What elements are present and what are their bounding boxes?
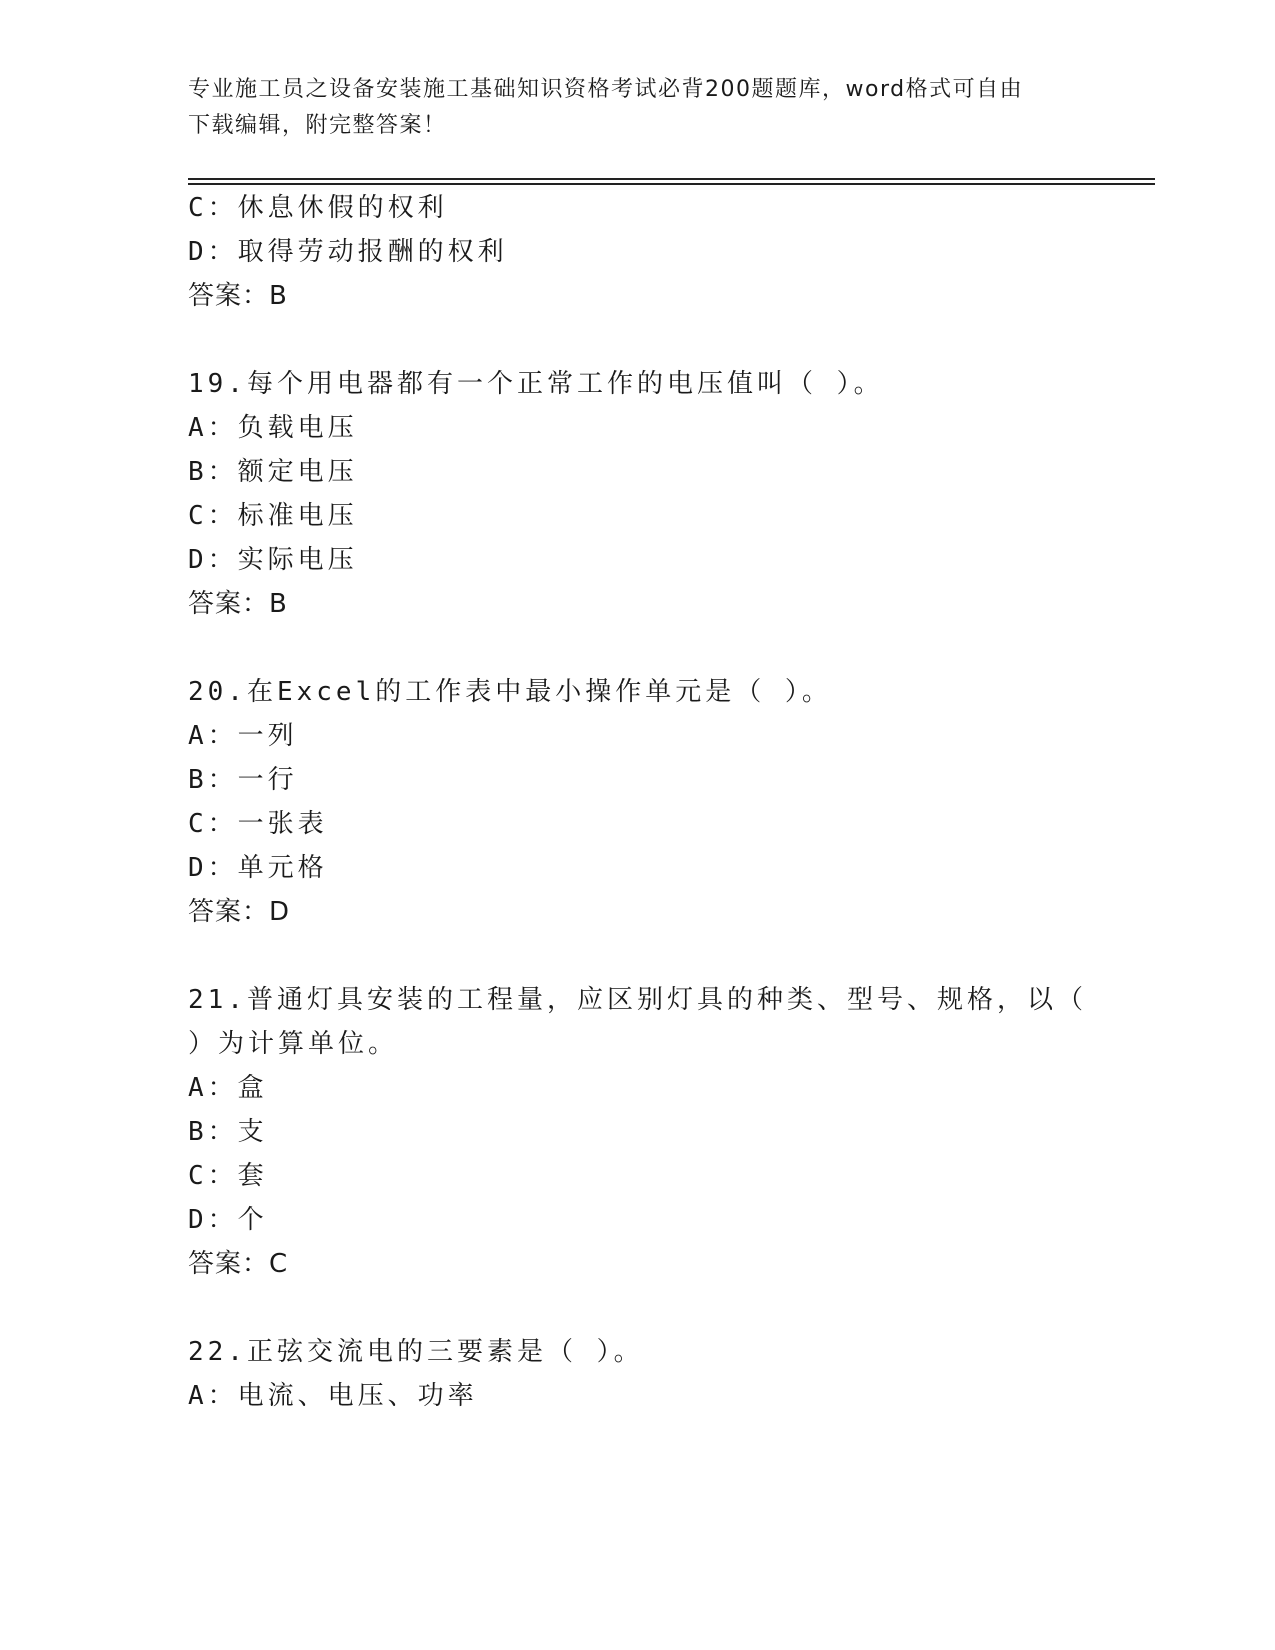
q21-option-a: A：盒: [188, 1073, 268, 1103]
q19-option-d: D：实际电压: [188, 545, 358, 575]
q21-question-line-2: ）为计算单位。: [188, 1029, 399, 1059]
q21-option-c: C：套: [188, 1161, 268, 1191]
q22-option-a: A：电流、电压、功率: [188, 1381, 478, 1411]
q19-option-c: C：标准电压: [188, 501, 358, 531]
document-header: [188, 72, 1088, 144]
q21-option-d: D：个: [188, 1205, 268, 1235]
header-divider-bottom: [188, 183, 1155, 185]
q20-option-b: B：一行: [188, 765, 298, 795]
header-line-2: 下载编辑，附完整答案！: [188, 113, 447, 138]
q21-answer: 答案：C: [188, 1249, 289, 1279]
q19-question: 19.每个用电器都有一个正常工作的电压值叫（ ）。: [188, 369, 884, 399]
q20-option-a: A：一列: [188, 721, 298, 751]
q19-answer: 答案：B: [188, 589, 288, 619]
q18-answer: 答案：B: [188, 281, 288, 311]
q20-answer: 答案：D: [188, 897, 291, 927]
q21-option-b: B：支: [188, 1117, 268, 1147]
header-divider-top: [188, 178, 1155, 180]
q21-question-line-1: 21.普通灯具安装的工程量，应区别灯具的种类、型号、规格，以（: [188, 985, 1087, 1015]
q18-option-c: C：休息休假的权利: [188, 193, 448, 223]
q19-option-a: A：负载电压: [188, 413, 358, 443]
q20-option-d: D：单元格: [188, 853, 328, 883]
q18-option-d: D：取得劳动报酬的权利: [188, 237, 508, 267]
q20-question: 20.在Excel的工作表中最小操作单元是（ ）。: [188, 677, 832, 707]
q20-option-c: C：一张表: [188, 809, 328, 839]
header-line-1: 专业施工员之设备安装施工基础知识资格考试必背200题题库，word格式可自由: [188, 77, 1024, 102]
q22-question: 22.正弦交流电的三要素是（ ）。: [188, 1337, 644, 1367]
q19-option-b: B：额定电压: [188, 457, 358, 487]
